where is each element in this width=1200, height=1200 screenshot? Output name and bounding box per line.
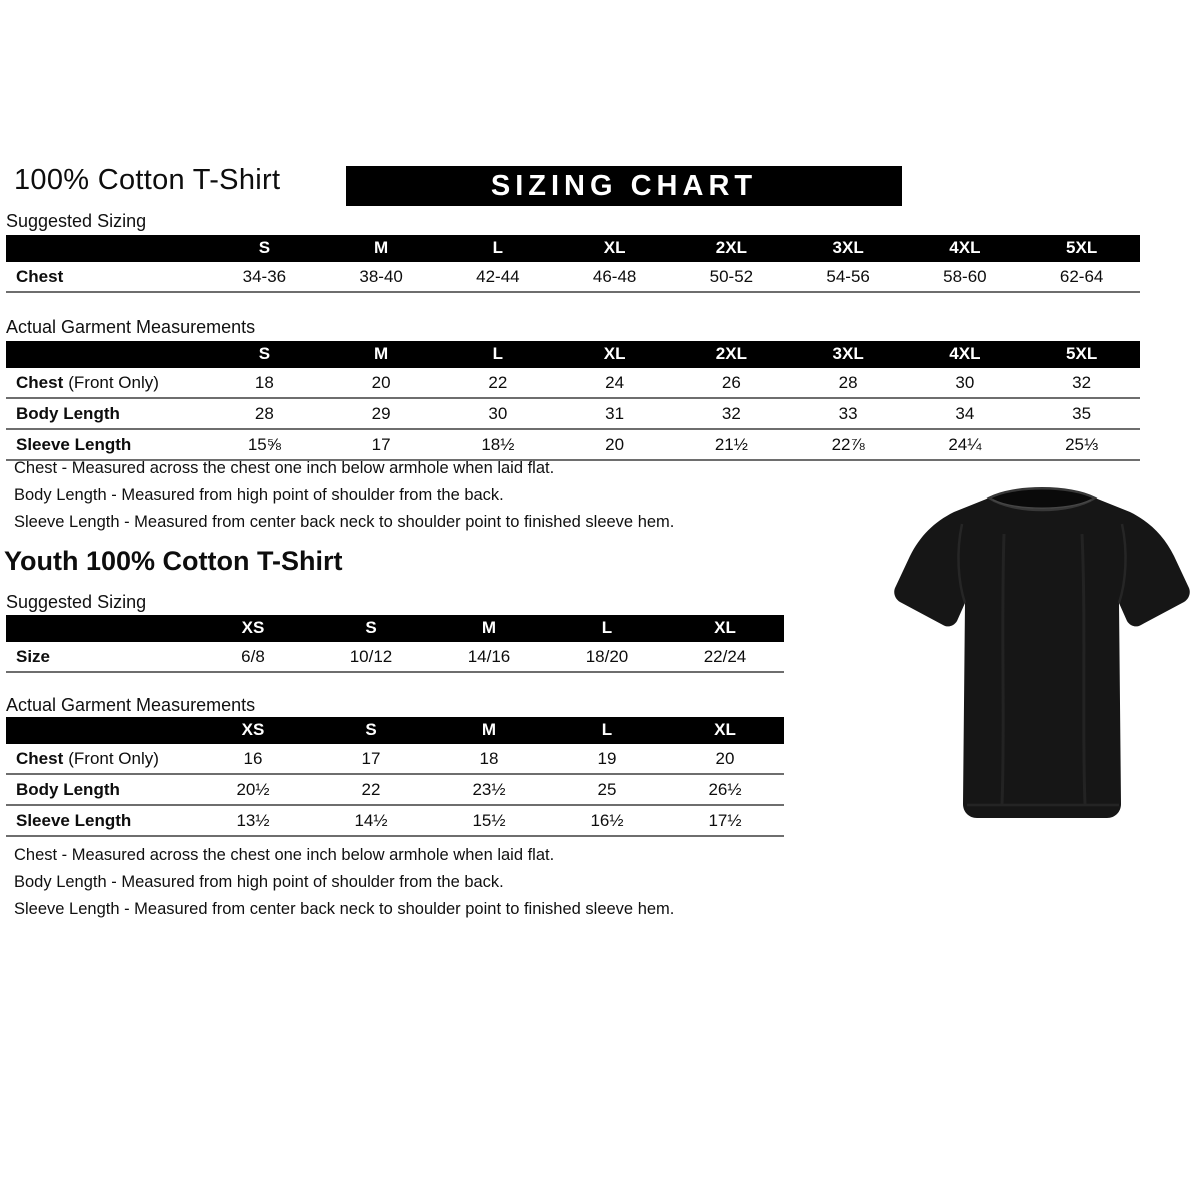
youth-measurement-notes xyxy=(14,846,674,927)
size-value-cell: 62-64 xyxy=(1023,262,1140,292)
size-value-cell: 22 xyxy=(312,774,430,805)
size-value-cell: 30 xyxy=(907,368,1024,398)
size-value-cell: 24¼ xyxy=(907,429,1024,460)
measurement-note: Body Length - Measured from high point of shoulder from the back. xyxy=(14,873,504,891)
size-header-row xyxy=(6,717,784,744)
adult-suggested-sizing-label: Suggested Sizing xyxy=(6,211,147,231)
size-value-cell: 22 xyxy=(440,368,557,398)
size-value-cell: 10/12 xyxy=(312,642,430,672)
adult-actual-table xyxy=(6,341,1140,461)
row-label: Body Length xyxy=(6,774,194,805)
size-value-cell: 19 xyxy=(548,744,666,774)
size-value-cell: 33 xyxy=(790,398,907,429)
size-header-row xyxy=(6,341,1140,368)
size-value-cell: 13½ xyxy=(194,805,312,836)
size-value-cell: 54-56 xyxy=(790,262,907,292)
size-value-cell: 32 xyxy=(673,398,790,429)
size-value-cell: 17 xyxy=(323,429,440,460)
row-label: Sleeve Length xyxy=(6,429,206,460)
youth-suggested-table xyxy=(6,615,784,673)
size-value-cell: 38-40 xyxy=(323,262,440,292)
size-col-header: L xyxy=(440,235,557,262)
table-row xyxy=(6,774,784,805)
size-value-cell: 35 xyxy=(1023,398,1140,429)
size-value-cell: 16½ xyxy=(548,805,666,836)
product-title: 100% Cotton T-Shirt xyxy=(14,164,281,196)
youth-suggested-sizing-label: Suggested Sizing xyxy=(6,592,147,612)
size-col-header: XL xyxy=(556,235,673,262)
size-col-header: XS xyxy=(194,615,312,642)
size-value-cell: 22/24 xyxy=(666,642,784,672)
size-value-cell: 24 xyxy=(556,368,673,398)
size-col-header: S xyxy=(312,717,430,744)
table-row xyxy=(6,429,1140,460)
tshirt-graphic-svg xyxy=(892,472,1192,840)
size-value-cell: 17 xyxy=(312,744,430,774)
size-col-header: XL xyxy=(666,615,784,642)
table-row xyxy=(6,805,784,836)
adult-suggested-table xyxy=(6,235,1140,293)
size-value-cell: 58-60 xyxy=(907,262,1024,292)
size-col-header: M xyxy=(430,615,548,642)
measurement-note: Sleeve Length - Measured from center back neck to shoulder point to finished sleeve hem. xyxy=(14,900,675,918)
size-col-header: S xyxy=(206,341,323,368)
size-value-cell: 16 xyxy=(194,744,312,774)
size-value-cell: 14/16 xyxy=(430,642,548,672)
size-value-cell: 20 xyxy=(323,368,440,398)
size-value-cell: 42-44 xyxy=(440,262,557,292)
size-header-row xyxy=(6,235,1140,262)
size-value-cell: 20 xyxy=(666,744,784,774)
size-value-cell: 15½ xyxy=(430,805,548,836)
row-label: Body Length xyxy=(6,398,206,429)
size-col-header: S xyxy=(312,615,430,642)
table-row xyxy=(6,262,1140,292)
size-value-cell: 28 xyxy=(790,368,907,398)
size-value-cell: 6/8 xyxy=(194,642,312,672)
size-col-header: S xyxy=(206,235,323,262)
size-value-cell: 30 xyxy=(440,398,557,429)
table-row xyxy=(6,398,1140,429)
measurement-note: Body Length - Measured from high point of shoulder from the back. xyxy=(14,486,504,504)
row-label: Sleeve Length xyxy=(6,805,194,836)
sizing-chart-banner xyxy=(346,166,902,206)
size-col-header: L xyxy=(548,615,666,642)
measurement-note: Sleeve Length - Measured from center back neck to shoulder point to finished sleeve hem. xyxy=(14,513,675,531)
size-value-cell: 17½ xyxy=(666,805,784,836)
size-col-header: 3XL xyxy=(790,235,907,262)
corner-cell xyxy=(6,615,194,642)
corner-cell xyxy=(6,235,206,262)
corner-cell xyxy=(6,717,194,744)
size-col-header: 2XL xyxy=(673,235,790,262)
size-header-row xyxy=(6,615,784,642)
youth-actual-measurements-label: Actual Garment Measurements xyxy=(6,695,256,715)
size-value-cell: 29 xyxy=(323,398,440,429)
table-row xyxy=(6,368,1140,398)
size-value-cell: 25 xyxy=(548,774,666,805)
size-value-cell: 18½ xyxy=(440,429,557,460)
size-col-header: 5XL xyxy=(1023,341,1140,368)
size-col-header: 5XL xyxy=(1023,235,1140,262)
adult-measurement-notes xyxy=(14,459,674,540)
corner-cell xyxy=(6,341,206,368)
size-value-cell: 15⅝ xyxy=(206,429,323,460)
table-row xyxy=(6,744,784,774)
size-col-header: L xyxy=(548,717,666,744)
size-col-header: XS xyxy=(194,717,312,744)
size-value-cell: 21½ xyxy=(673,429,790,460)
size-value-cell: 18 xyxy=(430,744,548,774)
size-col-header: 2XL xyxy=(673,341,790,368)
row-label: Chest (Front Only) xyxy=(6,368,206,398)
size-value-cell: 20½ xyxy=(194,774,312,805)
measurement-note: Chest - Measured across the chest one inch below armhole when laid flat. xyxy=(14,846,555,864)
size-col-header: 3XL xyxy=(790,341,907,368)
row-label: Chest (Front Only) xyxy=(6,744,194,774)
size-value-cell: 22⅞ xyxy=(790,429,907,460)
measurement-note: Chest - Measured across the chest one inch below armhole when laid flat. xyxy=(14,459,555,477)
size-value-cell: 46-48 xyxy=(556,262,673,292)
size-value-cell: 50-52 xyxy=(673,262,790,292)
row-label: Size xyxy=(6,642,194,672)
table-row xyxy=(6,642,784,672)
youth-actual-table xyxy=(6,717,784,837)
size-value-cell: 26 xyxy=(673,368,790,398)
size-value-cell: 18/20 xyxy=(548,642,666,672)
size-col-header: XL xyxy=(666,717,784,744)
size-col-header: XL xyxy=(556,341,673,368)
size-col-header: M xyxy=(430,717,548,744)
size-value-cell: 28 xyxy=(206,398,323,429)
sizing-chart-banner-text: SIZING CHART xyxy=(490,169,758,202)
size-value-cell: 31 xyxy=(556,398,673,429)
size-value-cell: 32 xyxy=(1023,368,1140,398)
size-col-header: L xyxy=(440,341,557,368)
size-col-header: M xyxy=(323,341,440,368)
size-value-cell: 23½ xyxy=(430,774,548,805)
row-label: Chest xyxy=(6,262,206,292)
size-value-cell: 26½ xyxy=(666,774,784,805)
size-col-header: 4XL xyxy=(907,235,1024,262)
size-value-cell: 14½ xyxy=(312,805,430,836)
size-value-cell: 34-36 xyxy=(206,262,323,292)
youth-product-title: Youth 100% Cotton T-Shirt xyxy=(4,546,343,576)
size-value-cell: 20 xyxy=(556,429,673,460)
size-value-cell: 25⅓ xyxy=(1023,429,1140,460)
tshirt-image xyxy=(892,472,1192,840)
size-col-header: 4XL xyxy=(907,341,1024,368)
adult-actual-measurements-label: Actual Garment Measurements xyxy=(6,317,256,337)
size-value-cell: 18 xyxy=(206,368,323,398)
size-value-cell: 34 xyxy=(907,398,1024,429)
size-col-header: M xyxy=(323,235,440,262)
